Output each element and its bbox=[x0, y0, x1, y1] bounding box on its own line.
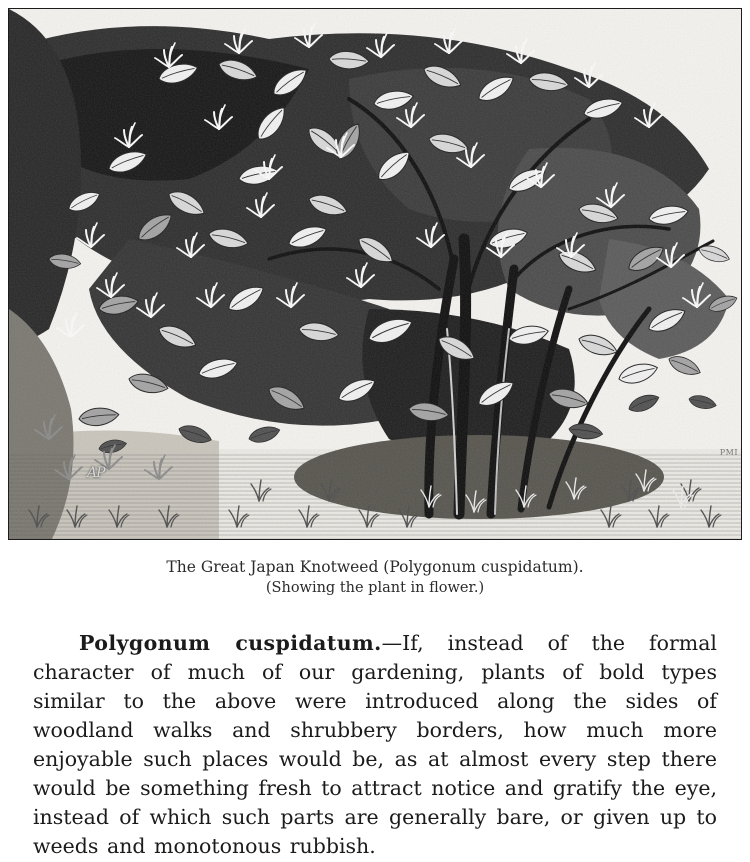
article-paragraph bbox=[33, 629, 717, 862]
knotweed-engraving bbox=[8, 8, 742, 540]
artist-monogram: AP bbox=[87, 465, 105, 481]
engraver-mark: PMI bbox=[719, 448, 738, 457]
scanned-book-page bbox=[0, 8, 750, 859]
paragraph-lead: Polygonum cuspidatum. bbox=[79, 630, 382, 655]
em-dash: — bbox=[381, 630, 403, 655]
caption-subtitle: (Showing the plant in flower.) bbox=[265, 579, 485, 596]
figure-caption bbox=[0, 557, 750, 600]
caption-title: The Great Japan Knotweed (Polygonum cuspidatum). bbox=[166, 558, 584, 576]
paragraph-body: If, instead of the formal character of much of our gardening, plants of bold types similar to the above were introduced along the sides of woodland walks and shrubbery borders, how much more enjoyable such places would be, as at almost every step there would be something fresh to attract notice and gratify the eye, instead of which such parts are generally bare, or given up to weeds and monotonous rubbish. bbox=[33, 630, 717, 859]
engraving-canvas bbox=[9, 9, 742, 540]
engraving-grain bbox=[9, 9, 742, 540]
